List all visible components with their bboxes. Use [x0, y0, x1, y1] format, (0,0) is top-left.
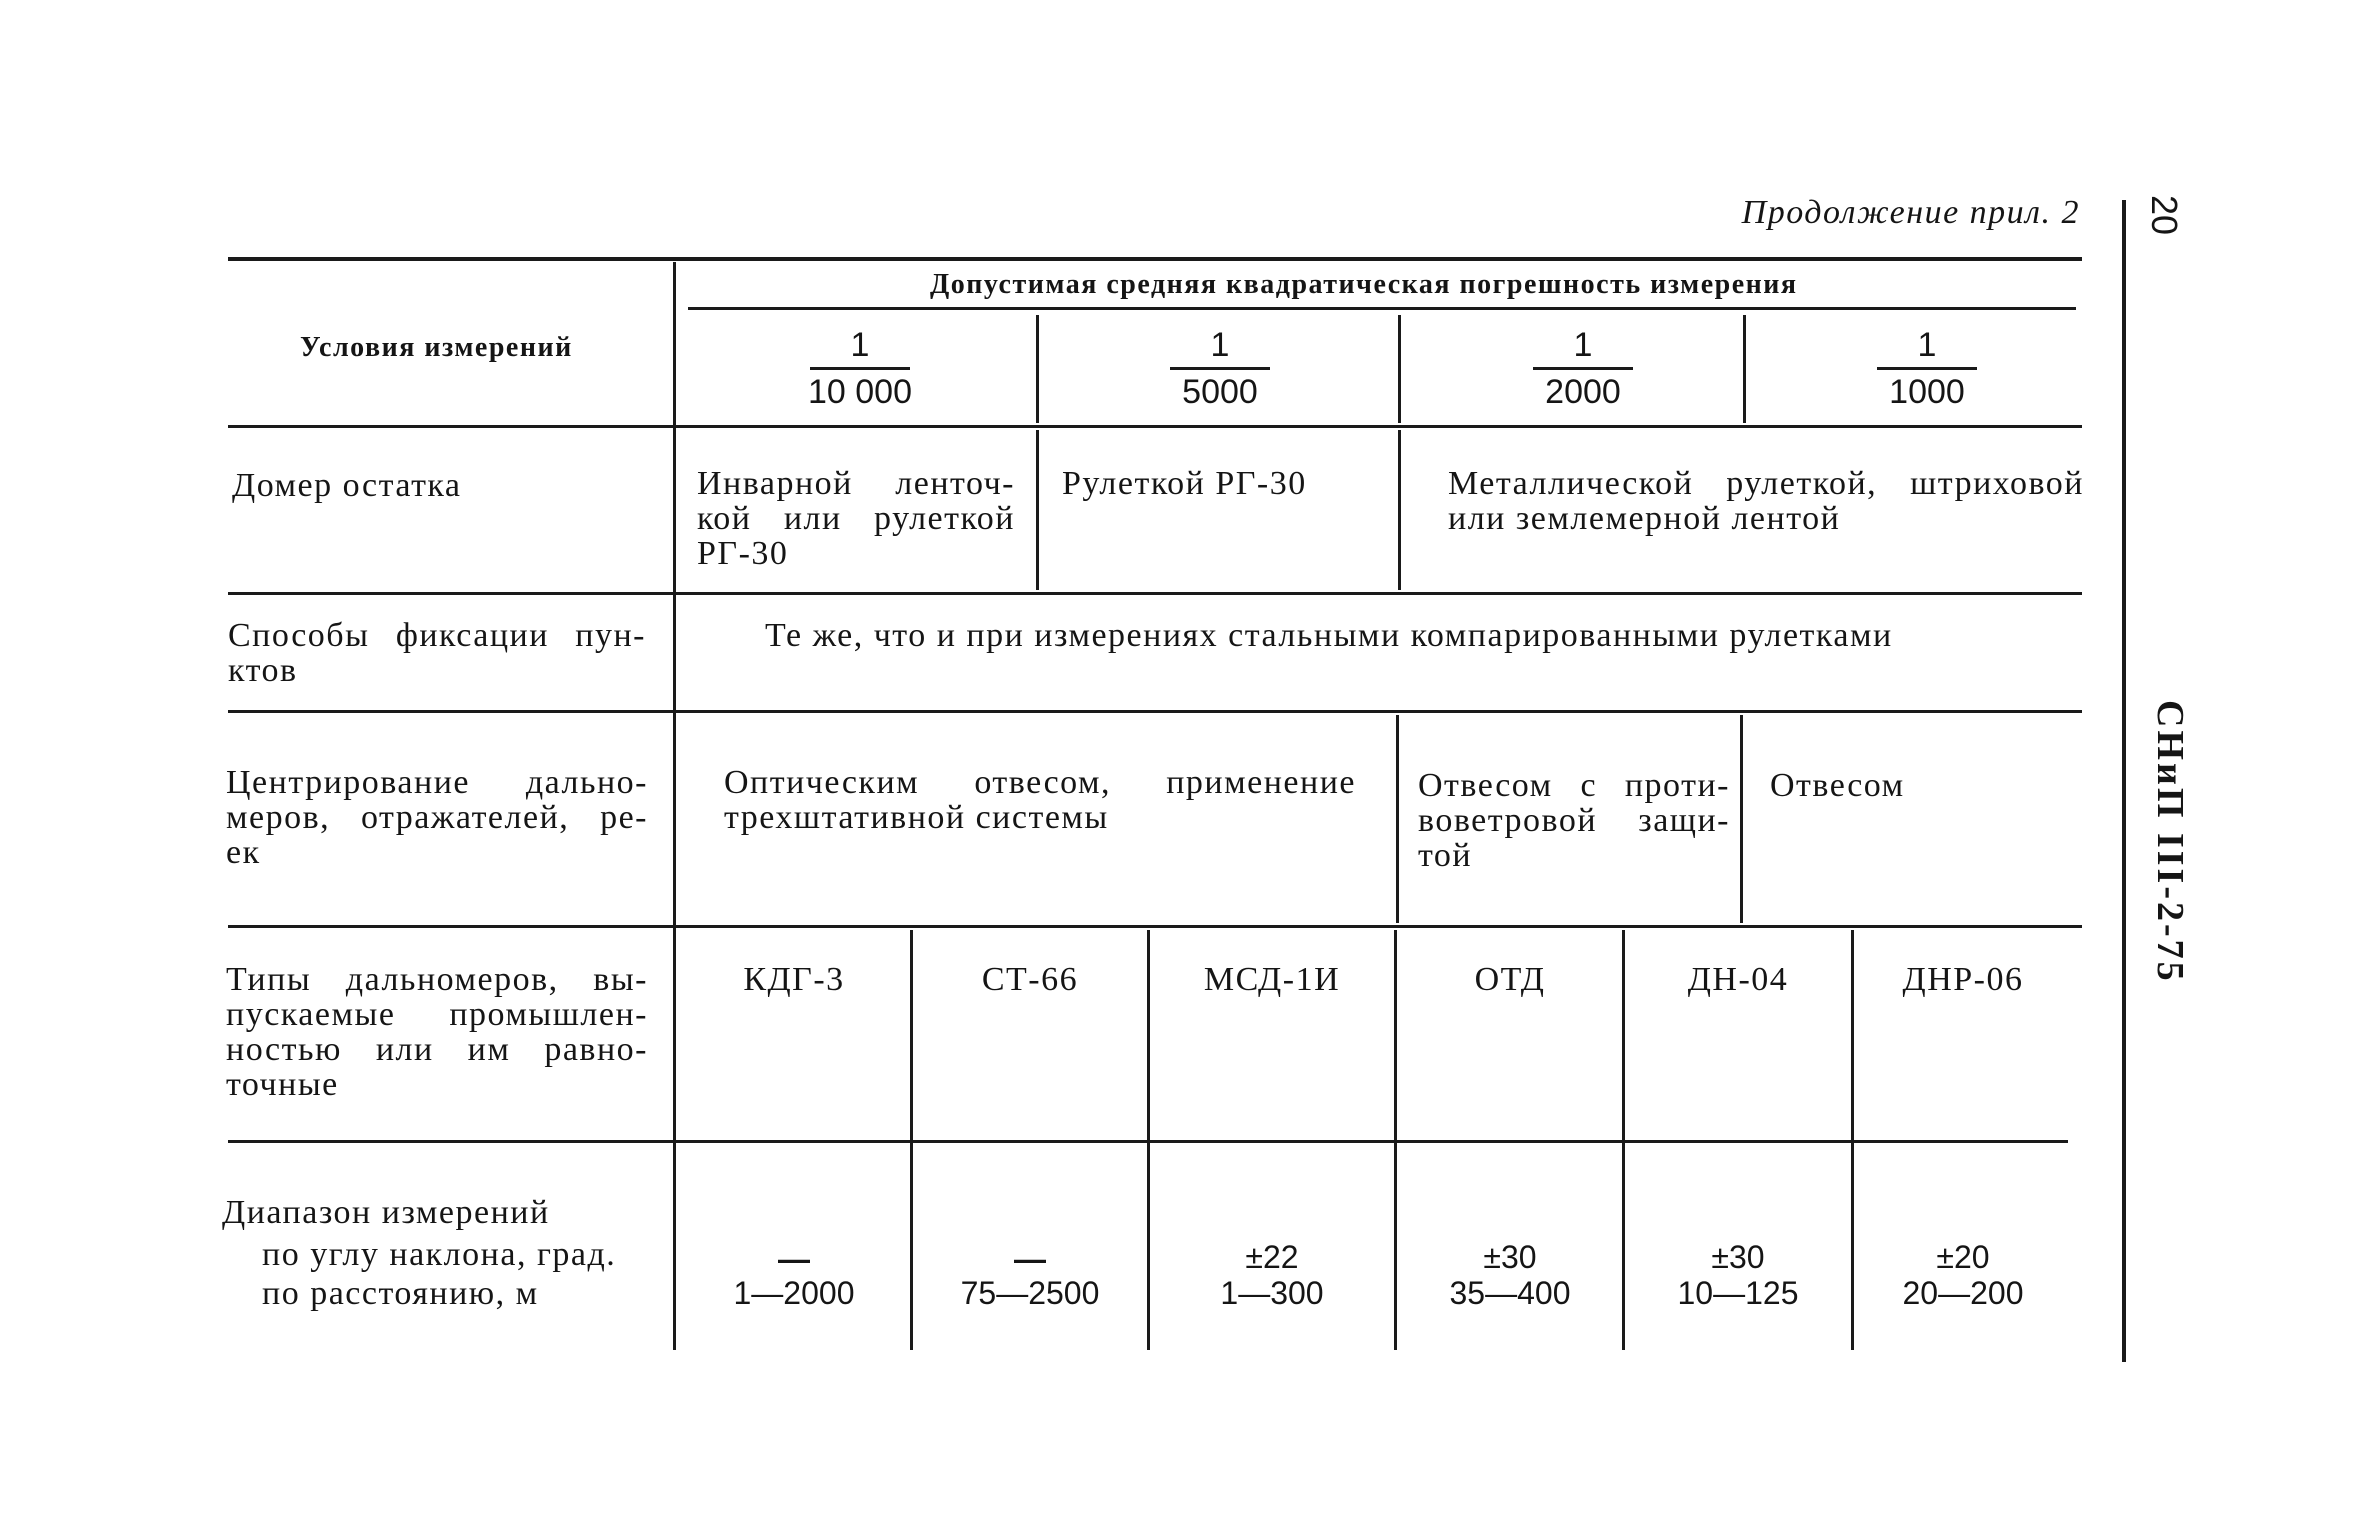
fraction-4: 1 1000	[1867, 325, 1987, 412]
accuracy-header: Допустимая средняя квадратическая погрешность измерения	[930, 269, 1798, 300]
row-centering-c3: Отвесом	[1770, 767, 1905, 804]
col-divider-r4-5	[1851, 930, 1854, 1350]
range-angle-4: ±30	[1483, 1239, 1537, 1275]
row-centering-c2: Отвесом с проти- воветровой защи- той	[1418, 767, 1730, 874]
col-divider-h1	[1036, 315, 1039, 423]
row-types-label: Типы дальномеров, вы- пускаемые промышлен- ностью или им равно- точные	[226, 961, 648, 1103]
col-divider-main	[673, 262, 676, 1350]
range-angle-2: —	[1014, 1241, 1046, 1277]
range-distance-2: 75—2500	[960, 1275, 1100, 1311]
col-divider-r4-4	[1622, 930, 1625, 1350]
type-st66: СТ-66	[981, 961, 1079, 998]
row-remainder-c2: Рулеткой РГ-30	[1062, 465, 1307, 502]
row-fixation-label: Способы фиксации пун- ктов	[228, 617, 646, 689]
col-divider-r3a	[1396, 715, 1399, 923]
row-remainder-label: Домер остатка	[232, 467, 462, 504]
type-dnr06: ДНР-06	[1902, 961, 2024, 998]
row-remainder-c1: Инварной ленточ- кой или рулеткой РГ-30	[697, 465, 1015, 572]
doc-code: СНиП III-2-75	[2149, 700, 2191, 984]
page-number: 20	[2144, 195, 2185, 236]
rule-row1	[228, 592, 2082, 595]
range-angle-6: ±20	[1936, 1239, 1990, 1275]
col-divider-r4-1	[910, 930, 913, 1350]
type-msd1i: МСД-1И	[1203, 961, 1341, 998]
col-divider-r1b	[1398, 430, 1401, 590]
row-fixation-value: Те же, что и при измерениях стальными компарированными рулетками	[765, 617, 1893, 654]
row-range-label: Диапазон измерений	[222, 1194, 550, 1231]
rule-row3	[228, 925, 2082, 928]
range-distance-3: 1—300	[1220, 1275, 1324, 1311]
col-divider-r4-3	[1394, 930, 1397, 1350]
range-angle-3: ±22	[1245, 1239, 1299, 1275]
rule-accuracy	[688, 307, 2076, 310]
right-margin-rule	[2122, 200, 2126, 1362]
conditions-header: Условия измерений	[300, 332, 573, 363]
range-angle-1: —	[778, 1241, 810, 1277]
fraction-1: 1 10 000	[808, 326, 912, 411]
continuation-caption: Продолжение прил. 2	[1741, 194, 2080, 231]
type-kdg3: КДГ-3	[743, 961, 845, 998]
col-divider-h3	[1743, 315, 1746, 423]
rule-top	[228, 257, 2082, 261]
fraction-2: 1 5000	[1160, 325, 1280, 412]
col-divider-r1a	[1036, 430, 1039, 590]
range-distance-4: 35—400	[1449, 1275, 1571, 1311]
row-range-angle-label: по углу наклона, град.	[262, 1236, 617, 1273]
row-centering-label: Центрирование дально- меров, отражателей, ре- ек	[226, 764, 648, 871]
range-angle-5: ±30	[1711, 1239, 1765, 1275]
col-divider-h2	[1398, 315, 1401, 423]
rule-header-bottom	[228, 425, 2082, 428]
col-divider-r4-2	[1147, 930, 1150, 1350]
row-centering-c1: Оптическим отвесом, применение трехштативной системы	[724, 764, 1356, 836]
rule-row2	[228, 710, 2082, 713]
range-distance-1: 1—2000	[733, 1275, 855, 1311]
col-divider-r3b	[1740, 715, 1743, 923]
range-distance-5: 10—125	[1677, 1275, 1799, 1311]
type-otd: ОТД	[1474, 961, 1546, 998]
row-range-distance-label: по расстоянию, м	[262, 1275, 539, 1312]
type-dn04: ДН-04	[1687, 961, 1789, 998]
range-distance-6: 20—200	[1902, 1275, 2024, 1311]
fraction-3: 1 2000	[1523, 325, 1643, 412]
row-remainder-c3: Металлической рулеткой, штриховой или землемерной лентой	[1448, 465, 2084, 537]
